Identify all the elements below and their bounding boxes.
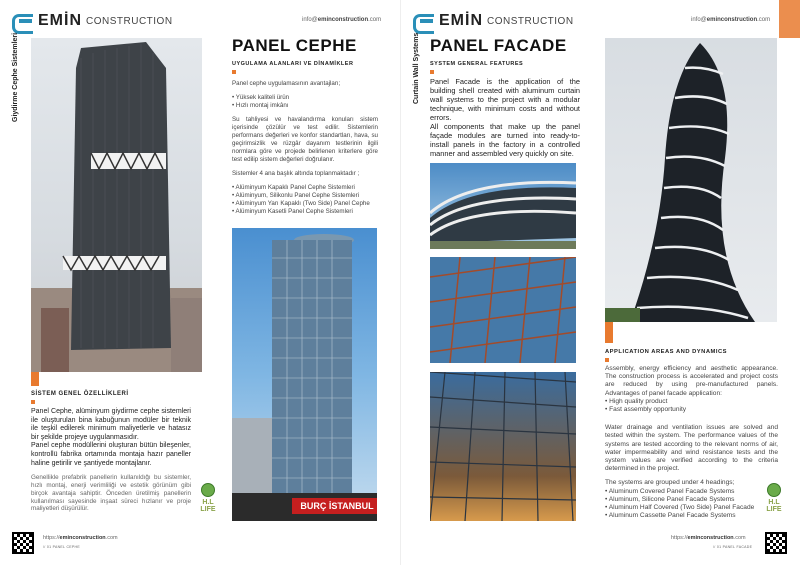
qr-code[interactable] (12, 532, 34, 554)
certification-badge (197, 483, 219, 513)
accent-bar (605, 322, 613, 343)
orange-dot (31, 400, 35, 404)
facade-photo-2 (430, 257, 576, 363)
paragraph: All components that make up the panel façade modules are turned into ready-to-install panels in the factory in a controlled manner and assembled very quickly on site. (430, 122, 580, 158)
list-item: • Alüminyum, Silikonlu Panel Cephe Sistemleri (232, 192, 378, 200)
email-link[interactable]: info@eminconstruction.com (302, 17, 382, 23)
advantages-list (605, 398, 778, 414)
list-item: • Hızlı montaj imkânı (232, 102, 378, 110)
general-text (31, 408, 191, 519)
paragraph: Su tahliyesi ve havalandırma konuları sistem içerisinde çözülür ve test edilir. Sistemlerin performans değerleri ve konfor standartları, hava, su geçirimsizlik ve rüzgâr dayanım testlerinin ilgili normlara göre ve projede belirlenen kriterlere göre test edilip sistem değerleri doğrulanır. (232, 116, 378, 163)
company-logo[interactable] (12, 12, 173, 30)
list-item: • Alüminyum Kasetli Panel Cephe Sistemleri (232, 208, 378, 216)
systems-list (605, 488, 755, 521)
paragraph: Water drainage and ventilation issues are solved and tested within the system. The performance values of the systems are tested according to the relevant norms of air, water impermeability and wind resistance tests and the system values are verified according to the criteria determined in the project. (605, 424, 778, 473)
right-page (400, 0, 800, 565)
app-subhead: APPLICATION AREAS AND DYNAMICS (605, 349, 728, 355)
list-item: • Aluminum Half Covered (Two Side) Panel Facade (605, 504, 755, 512)
curved-tower-photo (605, 38, 777, 322)
facade-photo-3 (430, 372, 576, 521)
logo-mark-icon (12, 14, 34, 28)
headings-intro: The systems are grouped under 4 headings; (605, 479, 735, 487)
side-label: Curtain Wall Systems (413, 32, 420, 104)
side-label: Giydirme Cephe Sistemleri (12, 32, 19, 122)
list-item: • Aluminum Cassette Panel Facade Systems (605, 512, 755, 520)
page-title: PANEL CEPHE (232, 36, 357, 55)
footer-page-label: // 01 PANEL FACADE (713, 545, 753, 549)
orange-dot (605, 358, 609, 362)
list-item: • High quality product (605, 398, 778, 406)
logo-emin: EMİN (439, 12, 483, 29)
globe-icon (201, 483, 215, 497)
intro-text (430, 77, 580, 164)
list-item: • Fast assembly opportunity (605, 406, 778, 414)
section-subhead: UYGULAMA ALANLARI VE DİNAMİKLER (232, 61, 354, 67)
paragraph: Genellikle prefabrik panellerin kullanıldığı bu sistemler, hızlı montaj, enerji verimliliği ve estetik görünüm gibi birçok avantaja sahiptir. Önceden üretilmiş panellerin kullanılması sayesinde inşaat süreci hızlanır ve proje maliyetleri düşürülür. (31, 474, 191, 513)
advantages-list (232, 94, 378, 110)
list-item: • Aluminum Covered Panel Facade Systems (605, 488, 755, 496)
round-tower-photo (232, 228, 377, 521)
footer-page-label: // 01 PANEL CEPHE (43, 545, 81, 549)
headings-intro: Sistemler 4 ana başlık altında toplanmaktadır ; (232, 170, 360, 177)
logo-emin: EMİN (38, 12, 82, 29)
email-link[interactable]: info@eminconstruction.com (691, 17, 771, 23)
tower-photo (31, 38, 202, 372)
hl-life-logo: H.L LIFE (200, 499, 216, 513)
section-subhead: SYSTEM GENERAL FEATURES (430, 61, 524, 67)
qr-code[interactable] (765, 532, 787, 554)
intro-text: Panel cephe uygulamasının avantajları; (232, 80, 341, 87)
footer-link[interactable]: https://eminconstruction.com (671, 535, 746, 541)
certification-badge (763, 483, 785, 513)
panel-cephe-text (232, 80, 378, 222)
globe-icon (767, 483, 781, 497)
hl-life-logo: H.L LIFE (766, 499, 782, 513)
logo-construction: CONSTRUCTION (86, 15, 173, 27)
logo-mark-icon (413, 14, 435, 28)
application-text (605, 365, 778, 526)
general-subhead: SİSTEM GENEL ÖZELLİKLERİ (31, 391, 129, 397)
paragraph: Panel Cephe, alüminyum giydirme cephe sistemleri ile oluşturulan bina kabuğunun modüler bir teknik ile teşkil edilerek minimum maliyetlerle ve hatasız bir şekilde projeye uygulanmasıdır. (31, 408, 191, 441)
orange-dot (232, 70, 236, 74)
company-logo[interactable] (413, 12, 574, 30)
orange-dot (430, 70, 434, 74)
list-item: • Aluminum, Silicone Panel Facade Systems (605, 496, 755, 504)
systems-list (232, 184, 378, 216)
list-item: • Alüminyum Kapaklı Panel Cephe Sistemleri (232, 184, 378, 192)
page-title: PANEL FACADE (430, 36, 567, 55)
building-sign: BURÇ İSTANBUL (292, 498, 377, 514)
accent-bar (31, 372, 39, 386)
paragraph: Assembly, energy efficiency and aesthetic appearance. The construction process is accelerated and project costs are reduced by using pre-manufactured panels. Advantages of panel facade application: (605, 365, 778, 397)
paragraph: Panel cephe modüllerini oluşturan bütün bileşenler, kontrollü fabrika ortamında montaja hazır paneller haline getirilir ve şantiyede montajlanır. (31, 442, 191, 467)
logo-construction: CONSTRUCTION (487, 15, 574, 27)
list-item: • Alüminyum Yarı Kapaklı (Two Side) Panel Cephe (232, 200, 378, 208)
list-item: • Yüksek kaliteli ürün (232, 94, 378, 102)
paragraph: Panel Facade is the application of the building shell created with aluminum curtain wall systems to the project with a modular technique, with minimum costs and without errors. (430, 77, 580, 122)
footer-link[interactable]: https://eminconstruction.com (43, 535, 118, 541)
facade-photo-1 (430, 163, 576, 249)
page-tab (779, 0, 800, 38)
